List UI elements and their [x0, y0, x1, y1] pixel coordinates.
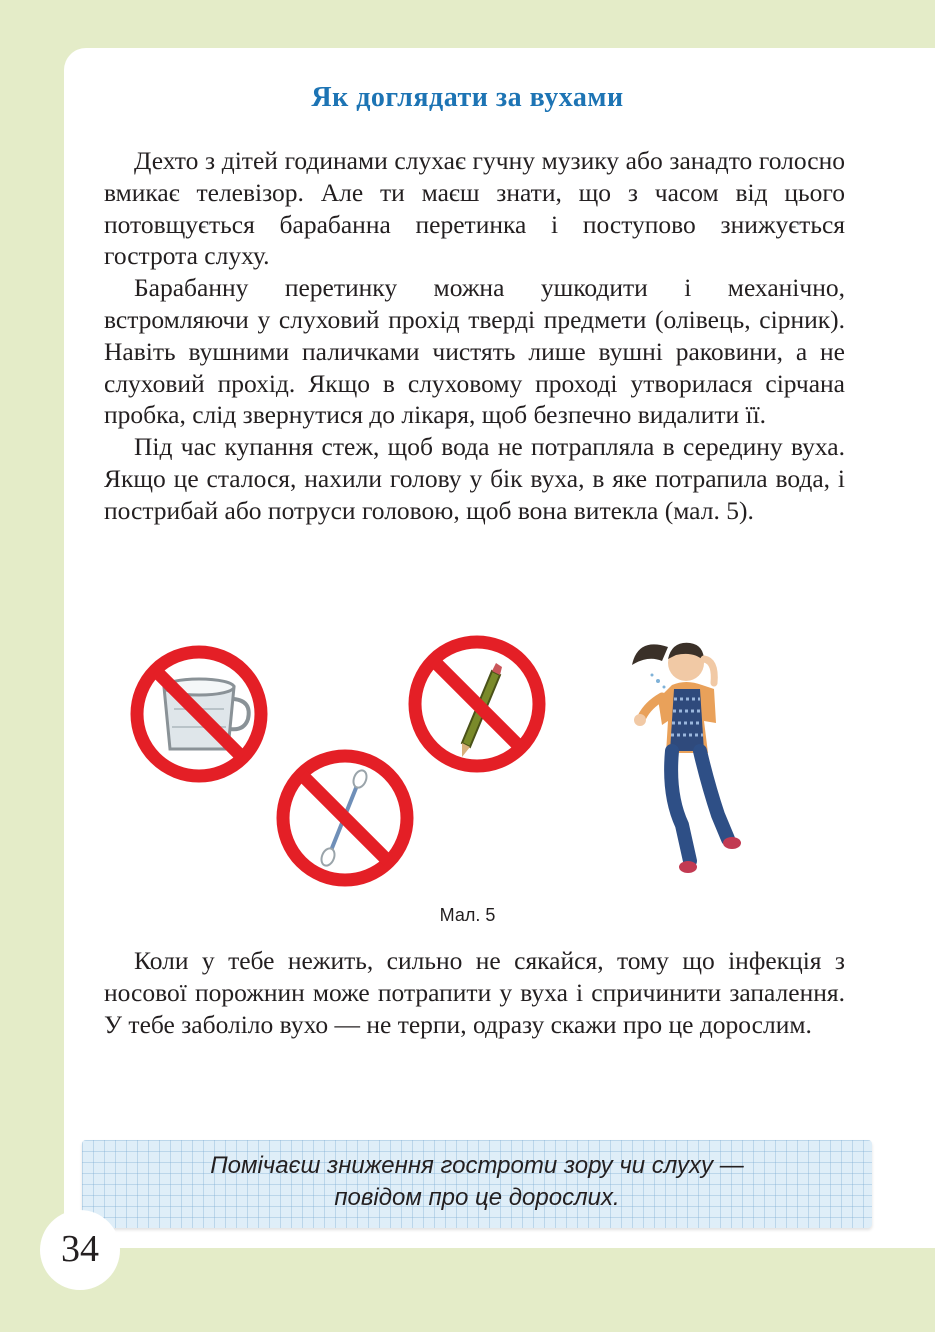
paragraph: Під час купання стеж, щоб вода не потрапляла в середину вуха. Якщо це сталося, нахили голову у бік вуха, в яке потрапила вода, і пострибай або потруси головою, щоб вона витекла (мал. 5).: [104, 432, 845, 525]
girl-shaking-head-illustration: [628, 625, 758, 885]
cup-prohibited-icon: [124, 639, 274, 789]
figure-5: [100, 615, 860, 890]
figure-caption: Мал. 5: [439, 905, 496, 925]
note-box: [82, 1140, 872, 1228]
page-title: Як доглядати за вухами: [311, 82, 624, 113]
page-number: 34: [40, 1210, 120, 1290]
paragraph: Дехто з дітей годинами слухає гучну музику або занадто голосно вмикає телевізор. Але ти маєш знати, що з часом від цього потовщується барабанна перетинка і поступово знижується гострота слуху.: [104, 146, 845, 271]
note-text: [82, 1150, 872, 1214]
cotton-swab-prohibited-icon: [270, 743, 420, 893]
text-block-intro: [104, 145, 845, 527]
paragraph: Барабанну перетинку можна ушкодити і механічно, встромляючи у слуховий прохід тверді предмети (олівець, сірник). Навіть вушними паличками чистять лише вушні раковини, а не слуховий прохід. Якщо в слуховому проході утворилася сірчана пробка, слід звернутися до лікаря, щоб безпечно видалити її.: [104, 273, 845, 430]
pencil-prohibited-icon: [402, 629, 552, 779]
note-line-2: повідом про це дорослих.: [334, 1184, 620, 1211]
paragraph: Коли у тебе нежить, сильно не сякайся, тому що інфекція з носової порожнин може потрапити у вуха і спричинити запалення. У тебе заболіло вухо — не терпи, одразу скажи про це дорослим.: [104, 946, 845, 1039]
text-block-outro: [104, 945, 845, 1040]
note-line-1: Помічаєш зниження гостроти зору чи слуху —: [210, 1152, 744, 1179]
